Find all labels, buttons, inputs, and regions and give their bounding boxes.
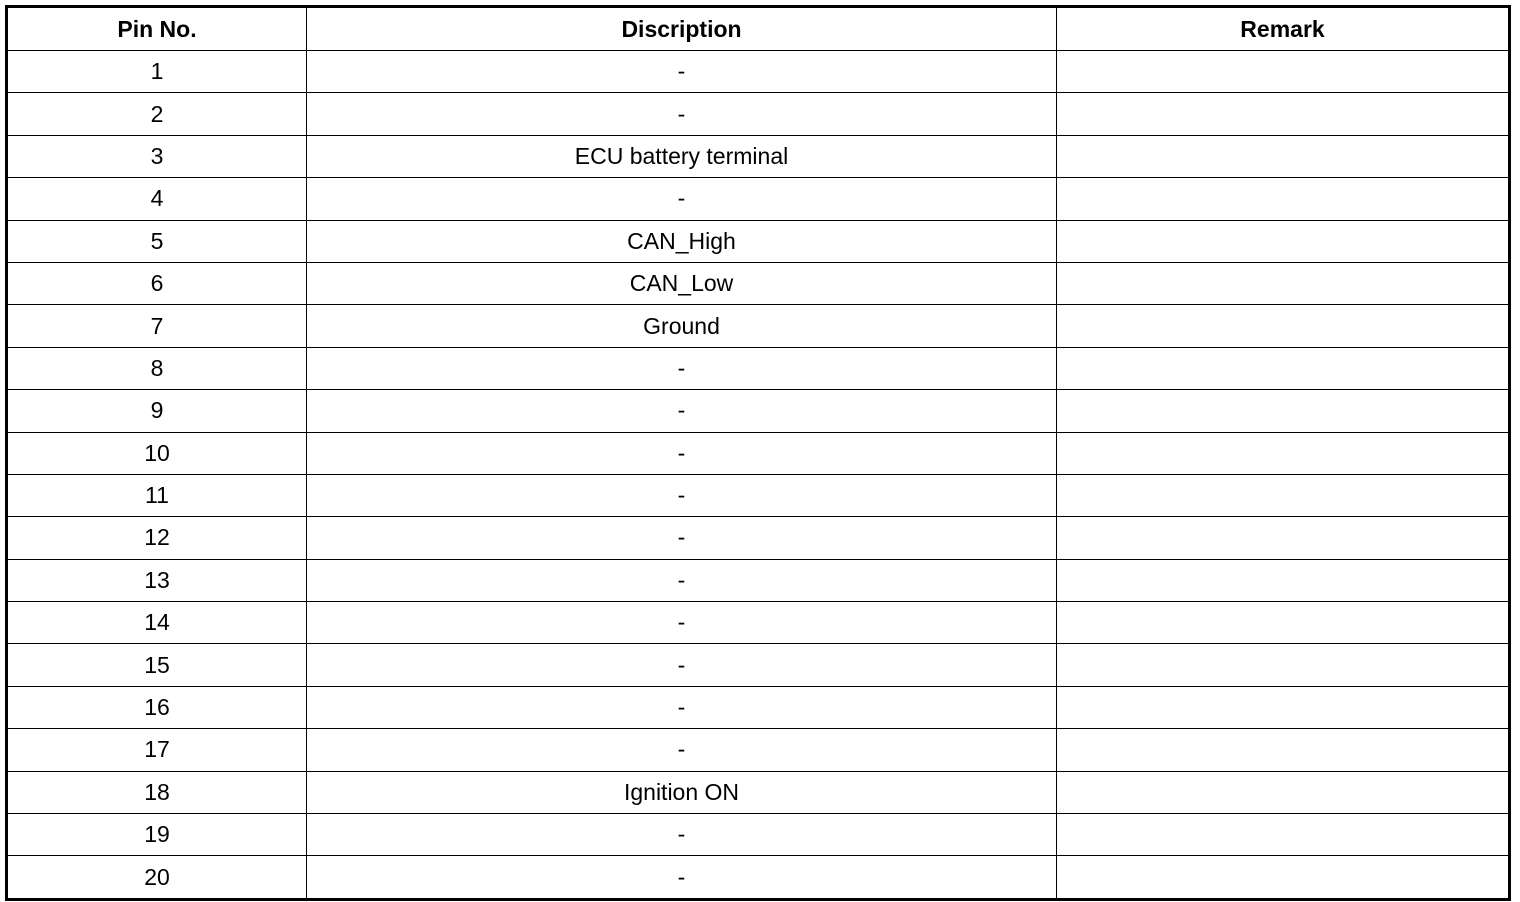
remark-cell — [1057, 686, 1510, 728]
remark-cell — [1057, 262, 1510, 304]
description-cell: - — [307, 559, 1057, 601]
header-remark: Remark — [1057, 7, 1510, 51]
description-cell: - — [307, 686, 1057, 728]
remark-cell — [1057, 220, 1510, 262]
pin-number-cell: 1 — [7, 51, 307, 93]
pin-number-cell: 8 — [7, 347, 307, 389]
description-cell: CAN_High — [307, 220, 1057, 262]
pin-number-cell: 20 — [7, 856, 307, 899]
header-pin-no: Pin No. — [7, 7, 307, 51]
description-cell: - — [307, 474, 1057, 516]
remark-cell — [1057, 644, 1510, 686]
description-cell: - — [307, 729, 1057, 771]
description-cell: - — [307, 347, 1057, 389]
table-row — [7, 220, 1510, 262]
table-row — [7, 135, 1510, 177]
description-cell: - — [307, 51, 1057, 93]
pin-table — [5, 5, 1511, 901]
table-header — [7, 7, 1510, 51]
description-cell: - — [307, 602, 1057, 644]
remark-cell — [1057, 305, 1510, 347]
remark-cell — [1057, 347, 1510, 389]
pin-number-cell: 17 — [7, 729, 307, 771]
pin-number-cell: 19 — [7, 814, 307, 856]
pin-number-cell: 9 — [7, 390, 307, 432]
description-cell: Ignition ON — [307, 771, 1057, 813]
header-description: Discription — [307, 7, 1057, 51]
remark-cell — [1057, 178, 1510, 220]
remark-cell — [1057, 517, 1510, 559]
table-row — [7, 729, 1510, 771]
pin-number-cell: 15 — [7, 644, 307, 686]
table-row — [7, 305, 1510, 347]
description-cell: - — [307, 432, 1057, 474]
pin-number-cell: 10 — [7, 432, 307, 474]
table-row — [7, 51, 1510, 93]
pin-number-cell: 11 — [7, 474, 307, 516]
remark-cell — [1057, 432, 1510, 474]
remark-cell — [1057, 602, 1510, 644]
table-row — [7, 559, 1510, 601]
table-row — [7, 517, 1510, 559]
remark-cell — [1057, 559, 1510, 601]
remark-cell — [1057, 729, 1510, 771]
description-cell: CAN_Low — [307, 262, 1057, 304]
remark-cell — [1057, 814, 1510, 856]
description-cell: - — [307, 93, 1057, 135]
pin-number-cell: 6 — [7, 262, 307, 304]
description-cell: - — [307, 644, 1057, 686]
table-row — [7, 347, 1510, 389]
remark-cell — [1057, 51, 1510, 93]
pin-number-cell: 4 — [7, 178, 307, 220]
remark-cell — [1057, 390, 1510, 432]
table-row — [7, 686, 1510, 728]
pin-number-cell: 13 — [7, 559, 307, 601]
table-row — [7, 262, 1510, 304]
pin-number-cell: 5 — [7, 220, 307, 262]
table-row — [7, 390, 1510, 432]
remark-cell — [1057, 856, 1510, 899]
pin-number-cell: 2 — [7, 93, 307, 135]
table-row — [7, 814, 1510, 856]
description-cell: Ground — [307, 305, 1057, 347]
remark-cell — [1057, 93, 1510, 135]
table-row — [7, 644, 1510, 686]
table-row — [7, 432, 1510, 474]
remark-cell — [1057, 135, 1510, 177]
description-cell: - — [307, 814, 1057, 856]
pin-number-cell: 14 — [7, 602, 307, 644]
table-row — [7, 856, 1510, 899]
description-cell: - — [307, 178, 1057, 220]
description-cell: ECU battery terminal — [307, 135, 1057, 177]
description-cell: - — [307, 390, 1057, 432]
pin-number-cell: 12 — [7, 517, 307, 559]
remark-cell — [1057, 474, 1510, 516]
description-cell: - — [307, 517, 1057, 559]
pin-number-cell: 18 — [7, 771, 307, 813]
table-row — [7, 178, 1510, 220]
pin-number-cell: 16 — [7, 686, 307, 728]
pin-number-cell: 3 — [7, 135, 307, 177]
pin-number-cell: 7 — [7, 305, 307, 347]
header-row — [7, 7, 1510, 51]
description-cell: - — [307, 856, 1057, 899]
remark-cell — [1057, 771, 1510, 813]
table-body — [7, 51, 1510, 900]
table-row — [7, 93, 1510, 135]
table-row — [7, 602, 1510, 644]
table-row — [7, 474, 1510, 516]
table-row — [7, 771, 1510, 813]
